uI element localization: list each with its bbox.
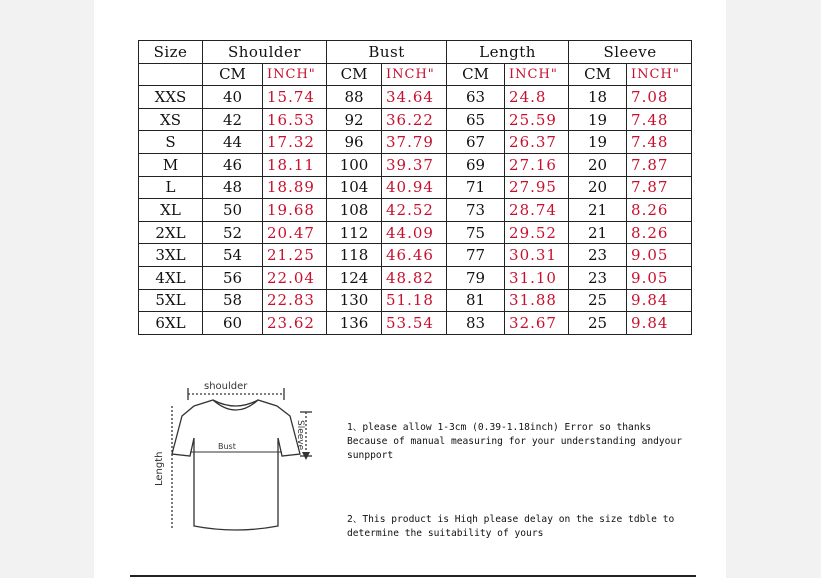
table-row (139, 266, 692, 289)
table-row (139, 312, 692, 335)
table-row (139, 108, 692, 131)
shoulder-inch: 21.25 (263, 244, 327, 267)
sleeve-cm: 20 (569, 176, 627, 199)
bust-inch: 42.52 (382, 199, 447, 222)
header-sleeve: Sleeve (569, 41, 692, 64)
length-cm: 63 (447, 86, 505, 109)
length-cm: 69 (447, 153, 505, 176)
shoulder-inch: 15.74 (263, 86, 327, 109)
table-units-row (139, 63, 692, 86)
length-cm: 67 (447, 131, 505, 154)
shoulder-inch: 17.32 (263, 131, 327, 154)
length-cm: 73 (447, 199, 505, 222)
table-row (139, 131, 692, 154)
units-empty (139, 63, 203, 86)
unit-cm: CM (569, 63, 627, 86)
shoulder-inch: 18.11 (263, 153, 327, 176)
shoulder-inch: 18.89 (263, 176, 327, 199)
sleeve-inch: 9.84 (627, 312, 692, 335)
sleeve-cm: 19 (569, 108, 627, 131)
shoulder-cm: 54 (203, 244, 263, 267)
size-label: L (139, 176, 203, 199)
sleeve-inch: 9.05 (627, 266, 692, 289)
length-inch: 32.67 (505, 312, 569, 335)
sleeve-inch: 7.87 (627, 153, 692, 176)
sleeve-cm: 25 (569, 289, 627, 312)
sleeve-inch: 8.26 (627, 199, 692, 222)
length-inch: 31.88 (505, 289, 569, 312)
bust-cm: 100 (327, 153, 382, 176)
shoulder-cm: 60 (203, 312, 263, 335)
bust-inch: 44.09 (382, 221, 447, 244)
label-length: Length (154, 451, 165, 486)
bust-cm: 108 (327, 199, 382, 222)
shoulder-inch: 22.83 (263, 289, 327, 312)
shoulder-inch: 16.53 (263, 108, 327, 131)
bust-inch: 40.94 (382, 176, 447, 199)
bust-cm: 136 (327, 312, 382, 335)
header-shoulder: Shoulder (203, 41, 327, 64)
note1-line1: 1、please allow 1-3cm (0.39-1.18inch) Error so thanks (347, 422, 652, 433)
table-header-row (139, 41, 692, 64)
size-label: 5XL (139, 289, 203, 312)
size-rows (139, 86, 692, 335)
tshirt-illustration (150, 376, 320, 546)
unit-inch: INCH" (263, 63, 327, 86)
bust-inch: 34.64 (382, 86, 447, 109)
shoulder-inch: 20.47 (263, 221, 327, 244)
sleeve-cm: 23 (569, 266, 627, 289)
tshirt-collar (213, 400, 258, 410)
size-label: XL (139, 199, 203, 222)
sleeve-cm: 23 (569, 244, 627, 267)
note-size-table (347, 513, 674, 541)
unit-inch: INCH" (627, 63, 692, 86)
tshirt-outline (172, 400, 300, 530)
shoulder-cm: 44 (203, 131, 263, 154)
size-label: XS (139, 108, 203, 131)
header-length: Length (447, 41, 569, 64)
shoulder-cm: 58 (203, 289, 263, 312)
bust-cm: 92 (327, 108, 382, 131)
length-inch: 30.31 (505, 244, 569, 267)
length-cm: 71 (447, 176, 505, 199)
unit-inch: INCH" (382, 63, 447, 86)
size-label: M (139, 153, 203, 176)
length-cm: 83 (447, 312, 505, 335)
bust-cm: 96 (327, 131, 382, 154)
sleeve-inch: 9.84 (627, 289, 692, 312)
unit-cm: CM (203, 63, 263, 86)
length-cm: 79 (447, 266, 505, 289)
table-row (139, 176, 692, 199)
sleeve-inch: 7.48 (627, 108, 692, 131)
note2-line2: determine the suitability of yours (347, 528, 544, 539)
table-row (139, 153, 692, 176)
bust-cm: 104 (327, 176, 382, 199)
tshirt-diagram (150, 376, 320, 546)
shoulder-cm: 50 (203, 199, 263, 222)
sleeve-cm: 21 (569, 199, 627, 222)
label-shoulder: shoulder (204, 381, 248, 392)
shoulder-inch: 22.04 (263, 266, 327, 289)
sleeve-cm: 21 (569, 221, 627, 244)
size-label: 2XL (139, 221, 203, 244)
shoulder-cm: 48 (203, 176, 263, 199)
length-cm: 75 (447, 221, 505, 244)
table-row (139, 86, 692, 109)
length-inch: 29.52 (505, 221, 569, 244)
size-label: 4XL (139, 266, 203, 289)
sleeve-cm: 20 (569, 153, 627, 176)
note1-line2: Because of manual measuring for your understanding andyour (347, 436, 683, 447)
bust-inch: 48.82 (382, 266, 447, 289)
length-inch: 25.59 (505, 108, 569, 131)
length-inch: 27.95 (505, 176, 569, 199)
length-inch: 27.16 (505, 153, 569, 176)
bust-cm: 130 (327, 289, 382, 312)
note1-line3: sunpport (347, 450, 394, 461)
table-row (139, 244, 692, 267)
length-inch: 31.10 (505, 266, 569, 289)
table-row (139, 289, 692, 312)
length-cm: 65 (447, 108, 505, 131)
bust-inch: 37.79 (382, 131, 447, 154)
bust-cm: 88 (327, 86, 382, 109)
unit-cm: CM (327, 63, 382, 86)
length-inch: 26.37 (505, 131, 569, 154)
table-row (139, 221, 692, 244)
size-label: 6XL (139, 312, 203, 335)
header-bust: Bust (327, 41, 447, 64)
unit-cm: CM (447, 63, 505, 86)
note-error-tolerance (347, 421, 682, 463)
size-label: XXS (139, 86, 203, 109)
length-cm: 77 (447, 244, 505, 267)
bottom-divider (130, 575, 696, 577)
size-label: 3XL (139, 244, 203, 267)
bust-inch: 53.54 (382, 312, 447, 335)
bust-cm: 124 (327, 266, 382, 289)
size-table (138, 40, 692, 335)
length-cm: 81 (447, 289, 505, 312)
shoulder-cm: 46 (203, 153, 263, 176)
shoulder-cm: 56 (203, 266, 263, 289)
table-row (139, 199, 692, 222)
shoulder-inch: 19.68 (263, 199, 327, 222)
length-inch: 24.8 (505, 86, 569, 109)
length-inch: 28.74 (505, 199, 569, 222)
sleeve-inch: 7.48 (627, 131, 692, 154)
label-bust: Bust (218, 442, 236, 451)
sleeve-inch: 7.08 (627, 86, 692, 109)
bust-inch: 51.18 (382, 289, 447, 312)
header-size: Size (139, 41, 203, 64)
bust-inch: 36.22 (382, 108, 447, 131)
bust-inch: 46.46 (382, 244, 447, 267)
sleeve-cm: 18 (569, 86, 627, 109)
note2-line1: 2、This product is Hiqh please delay on the size tdble to (347, 514, 675, 525)
sleeve-inch: 7.87 (627, 176, 692, 199)
bust-cm: 112 (327, 221, 382, 244)
shoulder-cm: 42 (203, 108, 263, 131)
shoulder-cm: 40 (203, 86, 263, 109)
sleeve-cm: 19 (569, 131, 627, 154)
label-sleeve: Sleeve (295, 420, 305, 451)
sleeve-cm: 25 (569, 312, 627, 335)
size-label: S (139, 131, 203, 154)
shoulder-inch: 23.62 (263, 312, 327, 335)
sleeve-inch: 9.05 (627, 244, 692, 267)
shoulder-cm: 52 (203, 221, 263, 244)
bust-cm: 118 (327, 244, 382, 267)
unit-inch: INCH" (505, 63, 569, 86)
sleeve-inch: 8.26 (627, 221, 692, 244)
bust-inch: 39.37 (382, 153, 447, 176)
